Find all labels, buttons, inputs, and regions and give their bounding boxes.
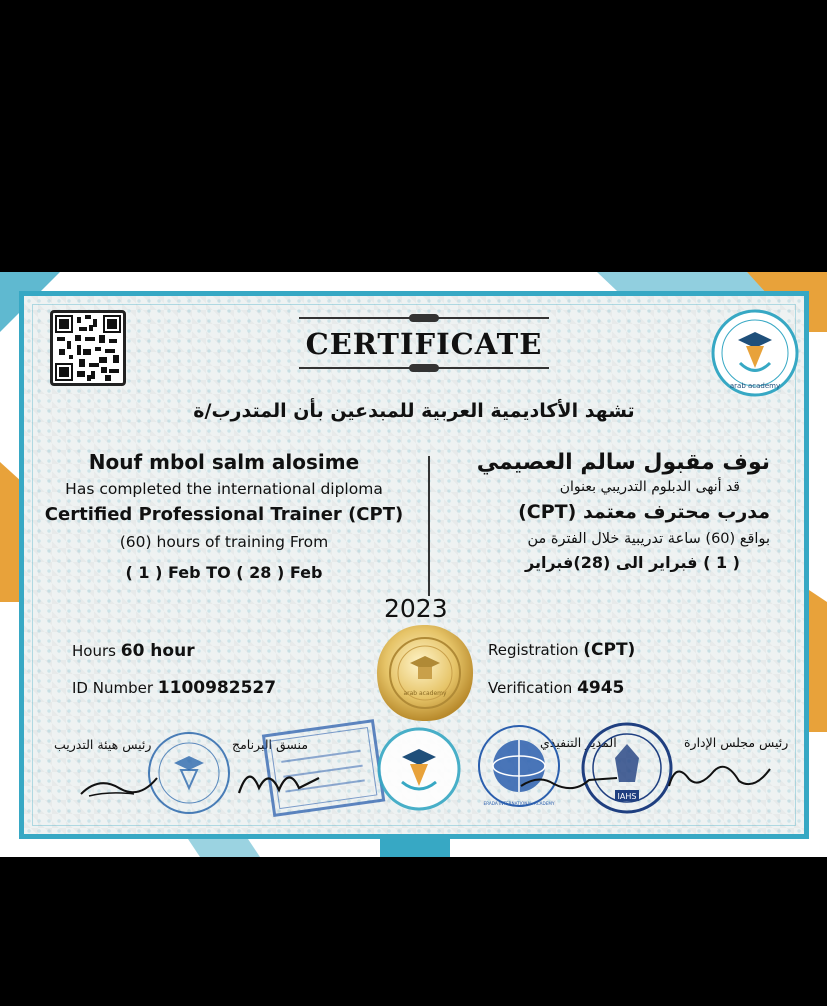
- academy-logo: [710, 308, 800, 398]
- registration-label: Registration: [488, 641, 579, 659]
- certificate-title: CERTIFICATE: [305, 327, 543, 361]
- logo-caption: arab academy: [729, 382, 781, 390]
- title-block: [284, 314, 564, 372]
- gold-wax-seal: [374, 622, 476, 724]
- program-title-ar: مدرب محترف معتمد (CPT): [518, 501, 770, 523]
- academy-stamp-center: [374, 724, 464, 814]
- program-title-en: Certified Professional Trainer (CPT): [44, 504, 404, 525]
- id-number-field: [72, 678, 276, 698]
- verification-label: Verification: [488, 679, 573, 697]
- erada-caption: ERADA INTERNATIONAL ACADEMY: [483, 801, 555, 806]
- hours-value: 60 hour: [120, 641, 195, 661]
- training-hours-ar: بواقع (60) ساعة تدريبية خلال الفترة من: [527, 531, 770, 547]
- seal-caption: arab academy: [403, 690, 447, 697]
- hours-label: Hours: [72, 642, 116, 660]
- label-board-chair: رئيس مجلس الإدارة: [684, 735, 789, 750]
- signature-executive-director: [519, 766, 619, 796]
- qr-code-graphic: [55, 315, 121, 381]
- certificate-year: 2023: [384, 594, 448, 623]
- training-dates-ar: ( 1 ) فبراير الى (28)فبراير: [524, 553, 740, 572]
- completed-text-en: Has completed the international diploma: [65, 480, 383, 498]
- label-training-head: رئيس هيئة التدريب: [54, 737, 152, 752]
- signature-training-head: [79, 766, 159, 801]
- training-dates-en: ( 1 ) Feb TO ( 28 ) Feb: [125, 563, 323, 582]
- signature-board-chair: [664, 751, 774, 796]
- label-executive-director: المدير التنفيذي: [540, 735, 617, 750]
- label-program-coordinator: منسق البرنامج: [232, 737, 309, 752]
- recipient-name-en: Nouf mbol salm alosime: [88, 450, 360, 474]
- title-ornament-bottom: [299, 364, 549, 372]
- id-number-label: ID Number: [72, 679, 153, 697]
- id-number-value: 1100982527: [157, 678, 277, 698]
- certificate-sheet: [0, 272, 827, 857]
- registration-field: [488, 640, 635, 660]
- recipient-name-ar: نوف مقبول سالم العصيمي: [476, 450, 770, 475]
- arabic-column: [410, 450, 770, 572]
- completed-text-ar: قد أنهى الدبلوم التدريبي بعنوان: [559, 479, 740, 495]
- hours-field: [72, 641, 195, 661]
- training-hours-en: (60) hours of training From: [119, 533, 329, 551]
- certificate-frame: [19, 291, 809, 839]
- title-ornament-top: [299, 314, 549, 322]
- iahs-caption: IAHS: [617, 792, 637, 801]
- registration-value: (CPT): [583, 640, 636, 660]
- arabic-header: تشهد الأكاديمية العربية للمبدعين بأن المتدرب/ة: [193, 400, 635, 422]
- english-column: [24, 450, 424, 582]
- qr-code[interactable]: [50, 310, 126, 386]
- verification-field: [488, 678, 624, 698]
- signature-program-coordinator: [234, 758, 324, 803]
- verification-value: 4945: [577, 678, 625, 698]
